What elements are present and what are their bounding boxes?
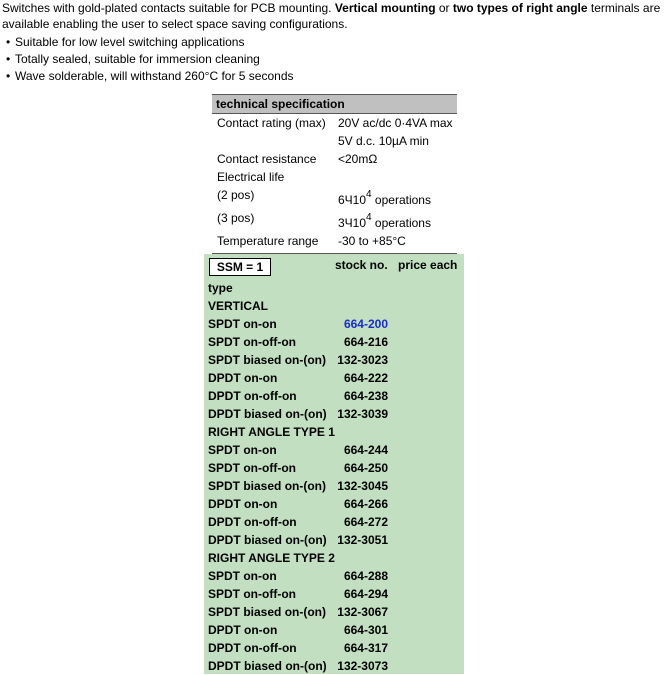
spec-row-contact-resistance [212,150,457,168]
spec-value: <20mΩ [338,152,378,166]
switch-type: DPDT biased on-(on) [208,407,327,421]
table-row [208,477,458,495]
spec-row-2pos [212,186,457,209]
switch-type: SPDT on-on [208,569,277,583]
stock-number: 132-3067 [337,605,388,619]
intro-bold-vertical: Vertical mounting [334,1,436,15]
group-header-row [208,297,458,315]
spec-value: 20V ac/dc 0·4VA max [338,116,453,130]
table-row [208,459,458,477]
stock-number: 132-3051 [337,533,388,547]
spec-value: 5V d.c. 10µA min [338,134,429,148]
stock-number: 664-266 [343,497,388,511]
switch-type: SPDT biased on-(on) [208,605,326,619]
spec-label: Temperature range [217,234,319,248]
table-row [208,333,458,351]
stock-number: 664-301 [343,623,388,637]
group-header: RIGHT ANGLE TYPE 1 [208,425,335,439]
spec-label: Contact resistance [217,152,317,166]
spec-value-unit: operations [371,193,431,207]
switch-type: SPDT on-off-on [208,587,296,601]
stock-number: 664-250 [343,461,388,475]
switch-type: SPDT on-off-on [208,461,296,475]
stock-number: 132-3023 [337,353,388,367]
switch-type: DPDT on-off-on [208,389,297,403]
feature-item: • Totally sealed, suitable for immersion cleaning [6,51,294,68]
column-header-price-each: price each [398,258,458,272]
table-row [208,621,458,639]
spec-value-base: 6Ч10 [338,193,367,207]
group-header: VERTICAL [208,299,268,313]
intro-text-a: Switches with gold-plated contacts suitable for PCB mounting. [2,1,335,15]
spec-value-exponent: 4 [366,189,372,200]
switch-type: DPDT on-off-on [208,515,297,529]
switch-type: SPDT biased on-(on) [208,479,326,493]
ssm-badge: SSM = 1 [209,258,271,276]
spec-value-base: 3Ч10 [338,216,367,230]
table-row [208,567,458,585]
stock-number: 132-3045 [337,479,388,493]
table-row [208,351,458,369]
switch-type: DPDT on-on [208,623,278,637]
spec-label: (3 pos) [217,211,255,225]
stock-number: 132-3039 [337,407,388,421]
table-row [208,657,458,675]
switch-type: DPDT on-off-on [208,641,297,655]
table-row [208,369,458,387]
group-header-row [208,423,458,441]
feature-list [6,34,294,85]
spec-label: Electrical life [217,170,285,184]
stock-number: 664-244 [343,443,388,457]
spec-row-contact-rating [212,114,457,132]
intro-text-b: or [435,1,453,15]
spec-value: -30 to +85°C [338,234,406,248]
stock-number: 664-288 [343,569,388,583]
table-row [208,315,458,333]
switch-type: SPDT on-on [208,317,277,331]
spec-row-temperature [212,232,457,250]
spec-row-3pos [212,209,457,232]
table-row [208,639,458,657]
table-row [208,513,458,531]
stock-number: 664-222 [343,371,388,385]
switch-type: SPDT on-on [208,443,277,457]
table-row [208,387,458,405]
feature-item: • Wave solderable, will withstand 260°C for 5 seconds [6,68,294,85]
feature-item: • Suitable for low level switching applications [6,34,294,51]
stock-number: 664-238 [343,389,388,403]
switch-type: SPDT biased on-(on) [208,353,326,367]
type-label-row [208,279,458,297]
type-label: type [208,281,233,295]
spec-value [338,214,431,232]
table-row [208,495,458,513]
switch-type: DPDT biased on-(on) [208,659,327,673]
spec-label: (2 pos) [217,188,255,202]
spec-value-unit: operations [371,216,431,230]
table-row [208,405,458,423]
intro-text-c: terminals are available enabling the user to select space saving configurations. [2,1,661,31]
switch-type: DPDT on-on [208,497,278,511]
spec-row-electrical-life [212,168,457,186]
switch-type: DPDT biased on-(on) [208,533,327,547]
group-header-row [208,549,458,567]
switch-type: SPDT on-off-on [208,335,296,349]
stock-number: 664-294 [343,587,388,601]
switch-type: DPDT on-on [208,371,278,385]
table-row [208,531,458,549]
spec-row-contact-rating-min [212,132,457,150]
spec-value-exponent: 4 [366,212,372,223]
spec-label: Contact rating (max) [217,116,326,130]
column-header-stock-no: stock no. [335,258,388,272]
technical-spec-table [212,94,457,254]
stock-table [204,254,464,674]
table-row [208,585,458,603]
intro-bold-right-angle: two types of right angle [452,1,588,15]
stock-number: 132-3073 [337,659,388,673]
stock-number-link[interactable]: 664-200 [343,317,388,331]
spec-value [338,191,431,209]
spec-title: technical specification [212,94,457,114]
intro-paragraph [2,0,670,32]
stock-number: 664-272 [343,515,388,529]
stock-number: 664-216 [343,335,388,349]
stock-number: 664-317 [343,641,388,655]
table-row [208,441,458,459]
group-header: RIGHT ANGLE TYPE 2 [208,551,335,565]
table-row [208,603,458,621]
